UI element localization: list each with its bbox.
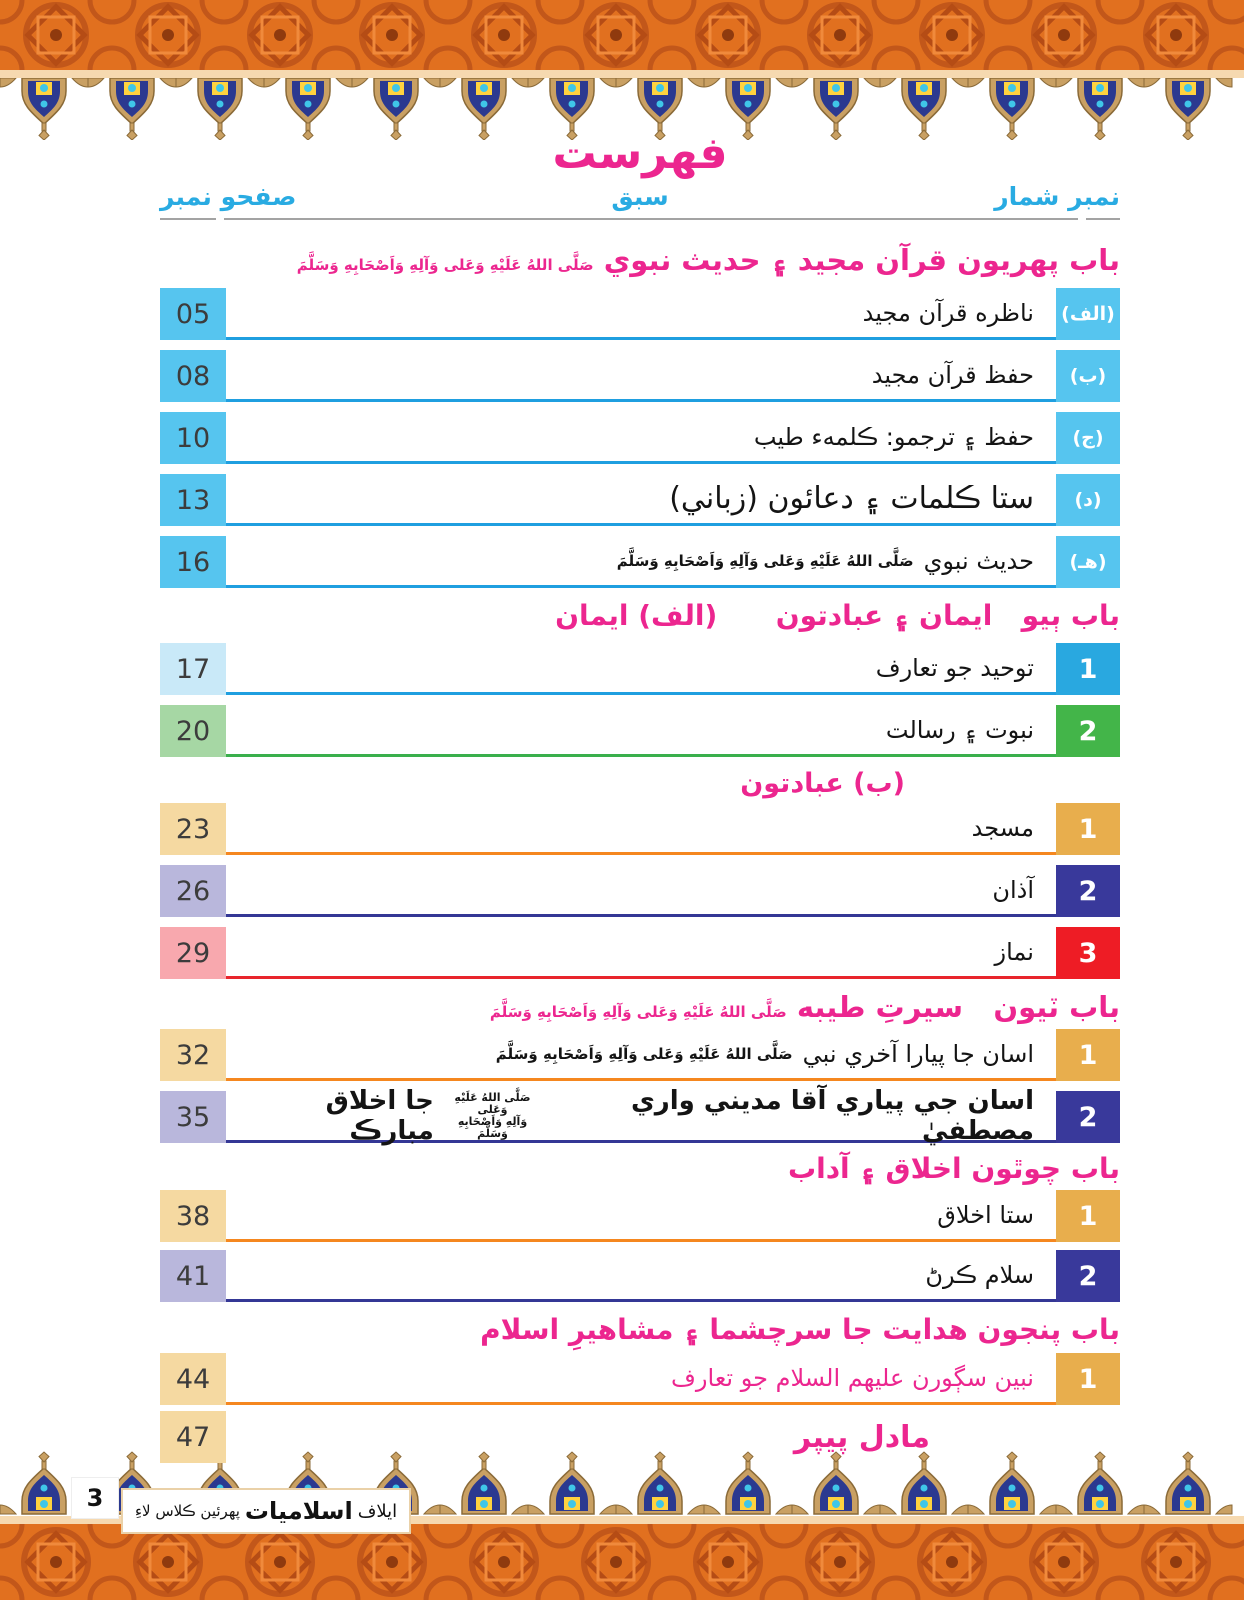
lesson-title: نبين سڳورن عليهم السلام جو تعارف — [671, 1363, 1034, 1392]
page-number: 23 — [160, 803, 226, 855]
chapter-2-title: باب ٻيو ايمان ۽ عبادتون (الف) ايمان — [555, 599, 1120, 633]
lesson-cell — [226, 705, 1056, 757]
subsection-title: (ب) عبادتون — [740, 768, 905, 800]
row-badge: (هـ) — [1056, 536, 1120, 588]
toc-row — [160, 643, 1120, 695]
toc-row — [160, 865, 1120, 917]
honorific-text: صَلَّى اللهُ عَلَيْهِ وَعَلى وَآلِهِ وَاَصْحَابِهِ وَسَلَّمَ — [495, 1044, 793, 1063]
chapter-5-heading — [160, 1312, 1120, 1347]
page-number: 13 — [160, 474, 226, 526]
lesson-title: اسان جي پياري آقا مديني واري مصطفيٰ — [630, 1085, 1034, 1146]
lesson-title: نبوت ۽ رسالت — [885, 715, 1034, 744]
page-title: فهرست — [552, 128, 728, 179]
lesson-cell — [226, 1411, 1120, 1463]
honorific-line-2: وَآلِهِ وَاَصْحَابِهِ وَسَلَّمَ — [457, 1114, 528, 1140]
chapter-3-title: باب ٽيون سيرتِ طيبه — [796, 990, 1120, 1024]
model-paper-title: مادل پيپر — [793, 1419, 930, 1455]
page-number: 29 — [160, 927, 226, 979]
toc-row — [160, 412, 1120, 464]
page-number: 20 — [160, 705, 226, 757]
page-number: 05 — [160, 288, 226, 340]
lesson-title: ناظره قرآن مجيد — [862, 298, 1034, 327]
subsection-heading — [160, 767, 1120, 801]
lesson-title: ستا ڪلمات ۽ دعائون (زباني) — [669, 481, 1034, 517]
column-header-lesson: سبق — [611, 182, 669, 211]
lesson-cell — [226, 1085, 1056, 1146]
honorific-text: صَلَّى اللهُ عَلَيْهِ وَعَلى وَآلِهِ وَاَصْحَابِهِ وَسَلَّمَ — [296, 256, 594, 274]
lesson-title: توحيد جو تعارف — [875, 653, 1034, 682]
toc-row — [160, 350, 1120, 402]
lesson-cell — [226, 288, 1056, 340]
honorific-line-1: صَلَّى اللهُ عَلَيْهِ وَعَلى — [454, 1090, 531, 1116]
top-ornament-border — [0, 0, 1244, 140]
column-headers — [160, 182, 1120, 216]
page-number: 10 — [160, 412, 226, 464]
honorific-text: صَلَّى اللهُ عَلَيْهِ وَعَلى وَآلِهِ وَاَصْحَابِهِ وَسَلَّمَ — [489, 1003, 787, 1021]
lesson-title: حفظ قرآن مجيد — [871, 360, 1034, 389]
toc-row — [160, 1085, 1120, 1146]
row-badge: (الف) — [1056, 288, 1120, 340]
lesson-title: ستا اخلاق — [937, 1200, 1034, 1229]
toc-row — [160, 1029, 1120, 1081]
chapter-1-heading — [160, 242, 1120, 278]
toc-row — [160, 1190, 1120, 1242]
toc-row — [160, 927, 1120, 979]
honorific-stacked — [442, 1092, 543, 1140]
lesson-title: جا اخلاق مبارڪ — [325, 1085, 434, 1146]
footer-series-label — [121, 1488, 411, 1534]
page-number: 35 — [160, 1091, 226, 1143]
row-badge: 1 — [1056, 1029, 1120, 1081]
lesson-title: آذان — [992, 875, 1034, 904]
row-badge: 2 — [1056, 1091, 1120, 1143]
chapter-1-title: باب پهريون قرآن مجيد ۽ حديث نبوي — [603, 243, 1120, 277]
lesson-title: سلام ڪرڻ — [925, 1260, 1034, 1289]
toc-row — [160, 536, 1120, 588]
row-badge: (ج) — [1056, 412, 1120, 464]
page-number: 08 — [160, 350, 226, 402]
chapter-3-heading — [160, 989, 1120, 1025]
lesson-cell — [226, 474, 1056, 526]
row-badge: 1 — [1056, 1190, 1120, 1242]
column-header-serial: نمبر شمار — [994, 182, 1120, 211]
arabesque-band-icon — [0, 1524, 1244, 1600]
toc-row — [160, 705, 1120, 757]
lesson-cell — [226, 1250, 1056, 1302]
series-word-2: اسلاميات — [244, 1497, 353, 1525]
header-rule — [160, 218, 1120, 220]
chapter-5-title: باب پنجون هدايت جا سرچشما ۽ مشاهيرِ اسلام — [480, 1313, 1120, 1347]
series-word-3: پهرئين ڪلاس لاءِ — [135, 1502, 240, 1520]
chapter-4-title: باب چوٿون اخلاق ۽ آداب — [787, 1152, 1120, 1186]
cream-strip — [0, 70, 1244, 78]
page-number: 47 — [160, 1411, 226, 1463]
page-number: 38 — [160, 1190, 226, 1242]
page-number: 16 — [160, 536, 226, 588]
row-badge: 3 — [1056, 927, 1120, 979]
row-badge: (ب) — [1056, 350, 1120, 402]
lesson-cell — [226, 927, 1056, 979]
row-badge: 2 — [1056, 1250, 1120, 1302]
lesson-title: حديث نبوي — [923, 546, 1034, 575]
toc-row — [160, 1411, 1120, 1463]
page-number: 44 — [160, 1353, 226, 1405]
lesson-cell — [226, 412, 1056, 464]
column-header-page-number: صفحو نمبر — [160, 182, 297, 211]
row-badge: 2 — [1056, 705, 1120, 757]
toc-row — [160, 288, 1120, 340]
lesson-cell — [226, 865, 1056, 917]
lesson-cell — [226, 1353, 1056, 1405]
footer-page-number: 3 — [72, 1478, 118, 1518]
page-number: 32 — [160, 1029, 226, 1081]
lesson-title: حفظ ۽ ترجمو: ڪلمهء طيب — [753, 422, 1034, 451]
row-badge: 1 — [1056, 643, 1120, 695]
chapter-4-heading — [160, 1151, 1120, 1186]
toc-row — [160, 474, 1120, 526]
chapter-2-heading — [160, 598, 1120, 633]
toc-row — [160, 1353, 1120, 1405]
lesson-title: نماز — [994, 937, 1034, 966]
toc-content — [160, 128, 1120, 1463]
arabesque-band-icon — [0, 0, 1244, 70]
lesson-cell — [226, 1029, 1056, 1081]
honorific-text: صَلَّى اللهُ عَلَيْهِ وَعَلى وَآلِهِ وَاَصْحَابِهِ وَسَلَّمَ — [616, 551, 914, 570]
page-number: 17 — [160, 643, 226, 695]
toc-row — [160, 1250, 1120, 1302]
toc-row — [160, 803, 1120, 855]
page-number: 41 — [160, 1250, 226, 1302]
lesson-title: اسان جا پيارا آخري نبي — [802, 1039, 1034, 1068]
lesson-cell — [226, 536, 1056, 588]
lesson-cell — [226, 350, 1056, 402]
lesson-title: مسجد — [971, 813, 1034, 842]
lesson-cell — [226, 803, 1056, 855]
row-badge: (د) — [1056, 474, 1120, 526]
row-badge: 1 — [1056, 803, 1120, 855]
row-badge: 2 — [1056, 865, 1120, 917]
row-badge: 1 — [1056, 1353, 1120, 1405]
page-number: 26 — [160, 865, 226, 917]
lesson-cell — [226, 1190, 1056, 1242]
lesson-cell — [226, 643, 1056, 695]
series-word-1: ايلاف — [357, 1500, 398, 1522]
